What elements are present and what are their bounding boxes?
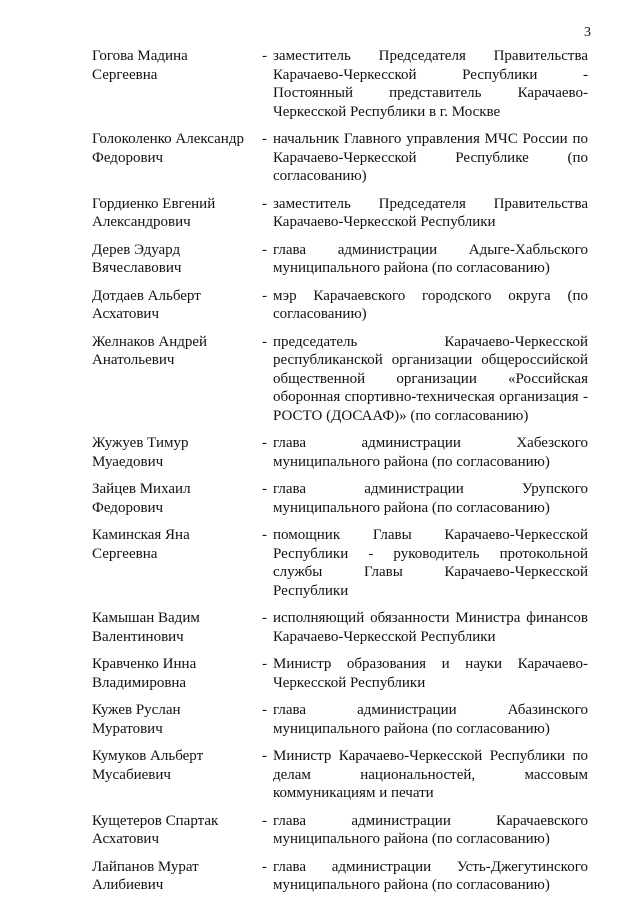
dash-separator: - xyxy=(262,287,267,304)
dash-separator: - xyxy=(262,481,267,497)
list-item xyxy=(92,609,588,646)
member-role: заместитель Председателя Правительства Карачаево-Черкесской Республики xyxy=(273,195,588,230)
dash-separator: - xyxy=(262,48,267,64)
dash-separator: - xyxy=(262,131,267,147)
member-name: Кужев Руслан Муратович xyxy=(92,702,181,737)
list-item xyxy=(92,858,588,895)
dash-separator: - xyxy=(262,812,267,829)
dash-separator: - xyxy=(262,858,267,875)
member-name: Каминская Яна Сергеевна xyxy=(92,527,190,562)
list-item xyxy=(92,47,588,121)
member-role: глава администрации Урупского муниципального района (по согласованию) xyxy=(273,481,588,516)
list-item xyxy=(92,655,588,692)
member-role: председатель Карачаево-Черкесской республиканской организации общероссийской общественной организации «Российская оборонная спортивно-техническая организация - РОСТО (ДОСААФ)» (по согласованию) xyxy=(273,333,588,424)
member-role: глава администрации Усть-Джегутинского муниципального района (по согласованию) xyxy=(273,858,588,893)
dash-separator: - xyxy=(262,748,267,764)
member-name: Кравченко Инна Владимировна xyxy=(92,656,197,691)
member-role: заместитель Председателя Правительства Карачаево-Черкесской Республики - Постоянный представитель Карачаево-Черкесской Республики в г. Москве xyxy=(273,48,588,120)
dash-separator: - xyxy=(262,333,267,350)
list-item xyxy=(92,333,588,426)
member-name: Дотдаев Альберт Асхатович xyxy=(92,287,201,322)
list-item xyxy=(92,747,588,803)
dash-separator: - xyxy=(262,435,267,451)
page-number: 3 xyxy=(584,25,591,40)
member-name: Камышан Вадим Валентинович xyxy=(92,610,200,645)
list-item xyxy=(92,480,588,517)
list-item xyxy=(92,526,588,600)
member-name: Кущетеров Спартак Асхатович xyxy=(92,812,219,847)
dash-separator: - xyxy=(262,527,267,543)
list-item xyxy=(92,241,588,278)
member-role: мэр Карачаевского городского округа (по согласованию) xyxy=(273,287,588,322)
member-role: глава администрации Адыге-Хабльского муниципального района (по согласованию) xyxy=(273,241,588,276)
list-item xyxy=(92,287,588,324)
member-name: Дерев Эдуард Вячеславович xyxy=(92,241,182,276)
member-name: Жужуев Тимур Муаедович xyxy=(92,435,189,470)
dash-separator: - xyxy=(262,195,267,212)
list-item xyxy=(92,812,588,849)
member-name: Зайцев Михаил Федорович xyxy=(92,481,191,516)
member-role: исполняющий обязанности Министра финансов Карачаево-Черкесской Республики xyxy=(273,610,588,645)
member-name: Лайпанов Мурат Алибиевич xyxy=(92,858,199,893)
member-role: Министр образования и науки Карачаево-Черкесской Республики xyxy=(273,656,588,691)
list-item xyxy=(92,195,588,232)
list-item xyxy=(92,434,588,471)
member-name: Кумуков Альберт Мусабиевич xyxy=(92,748,204,783)
list-item xyxy=(92,701,588,738)
member-role: начальник Главного управления МЧС России по Карачаево-Черкесской Республике (по согласованию) xyxy=(273,131,588,184)
member-name: Гордиенко Евгений Александрович xyxy=(92,195,216,230)
member-role: помощник Главы Карачаево-Черкесской Республики - руководитель протокольной службы Главы Карачаево-Черкесской Республики xyxy=(273,527,588,599)
member-role: Министр Карачаево-Черкесской Республики по делам национальностей, массовым коммуникациям и печати xyxy=(273,748,588,801)
dash-separator: - xyxy=(262,610,267,626)
member-name: Желнаков Андрей Анатольевич xyxy=(92,333,208,368)
member-role: глава администрации Абазинского муниципального района (по согласованию) xyxy=(273,702,588,737)
dash-separator: - xyxy=(262,241,267,258)
list-item xyxy=(92,130,588,186)
member-list xyxy=(92,47,588,895)
member-name: Гогова Мадина Сергеевна xyxy=(92,48,188,83)
dash-separator: - xyxy=(262,702,267,718)
member-role: глава администрации Хабезского муниципального района (по согласованию) xyxy=(273,435,588,470)
member-role: глава администрации Карачаевского муниципального района (по согласованию) xyxy=(273,812,588,847)
member-name: Голоколенко Александр Федорович xyxy=(92,131,244,166)
dash-separator: - xyxy=(262,656,267,672)
